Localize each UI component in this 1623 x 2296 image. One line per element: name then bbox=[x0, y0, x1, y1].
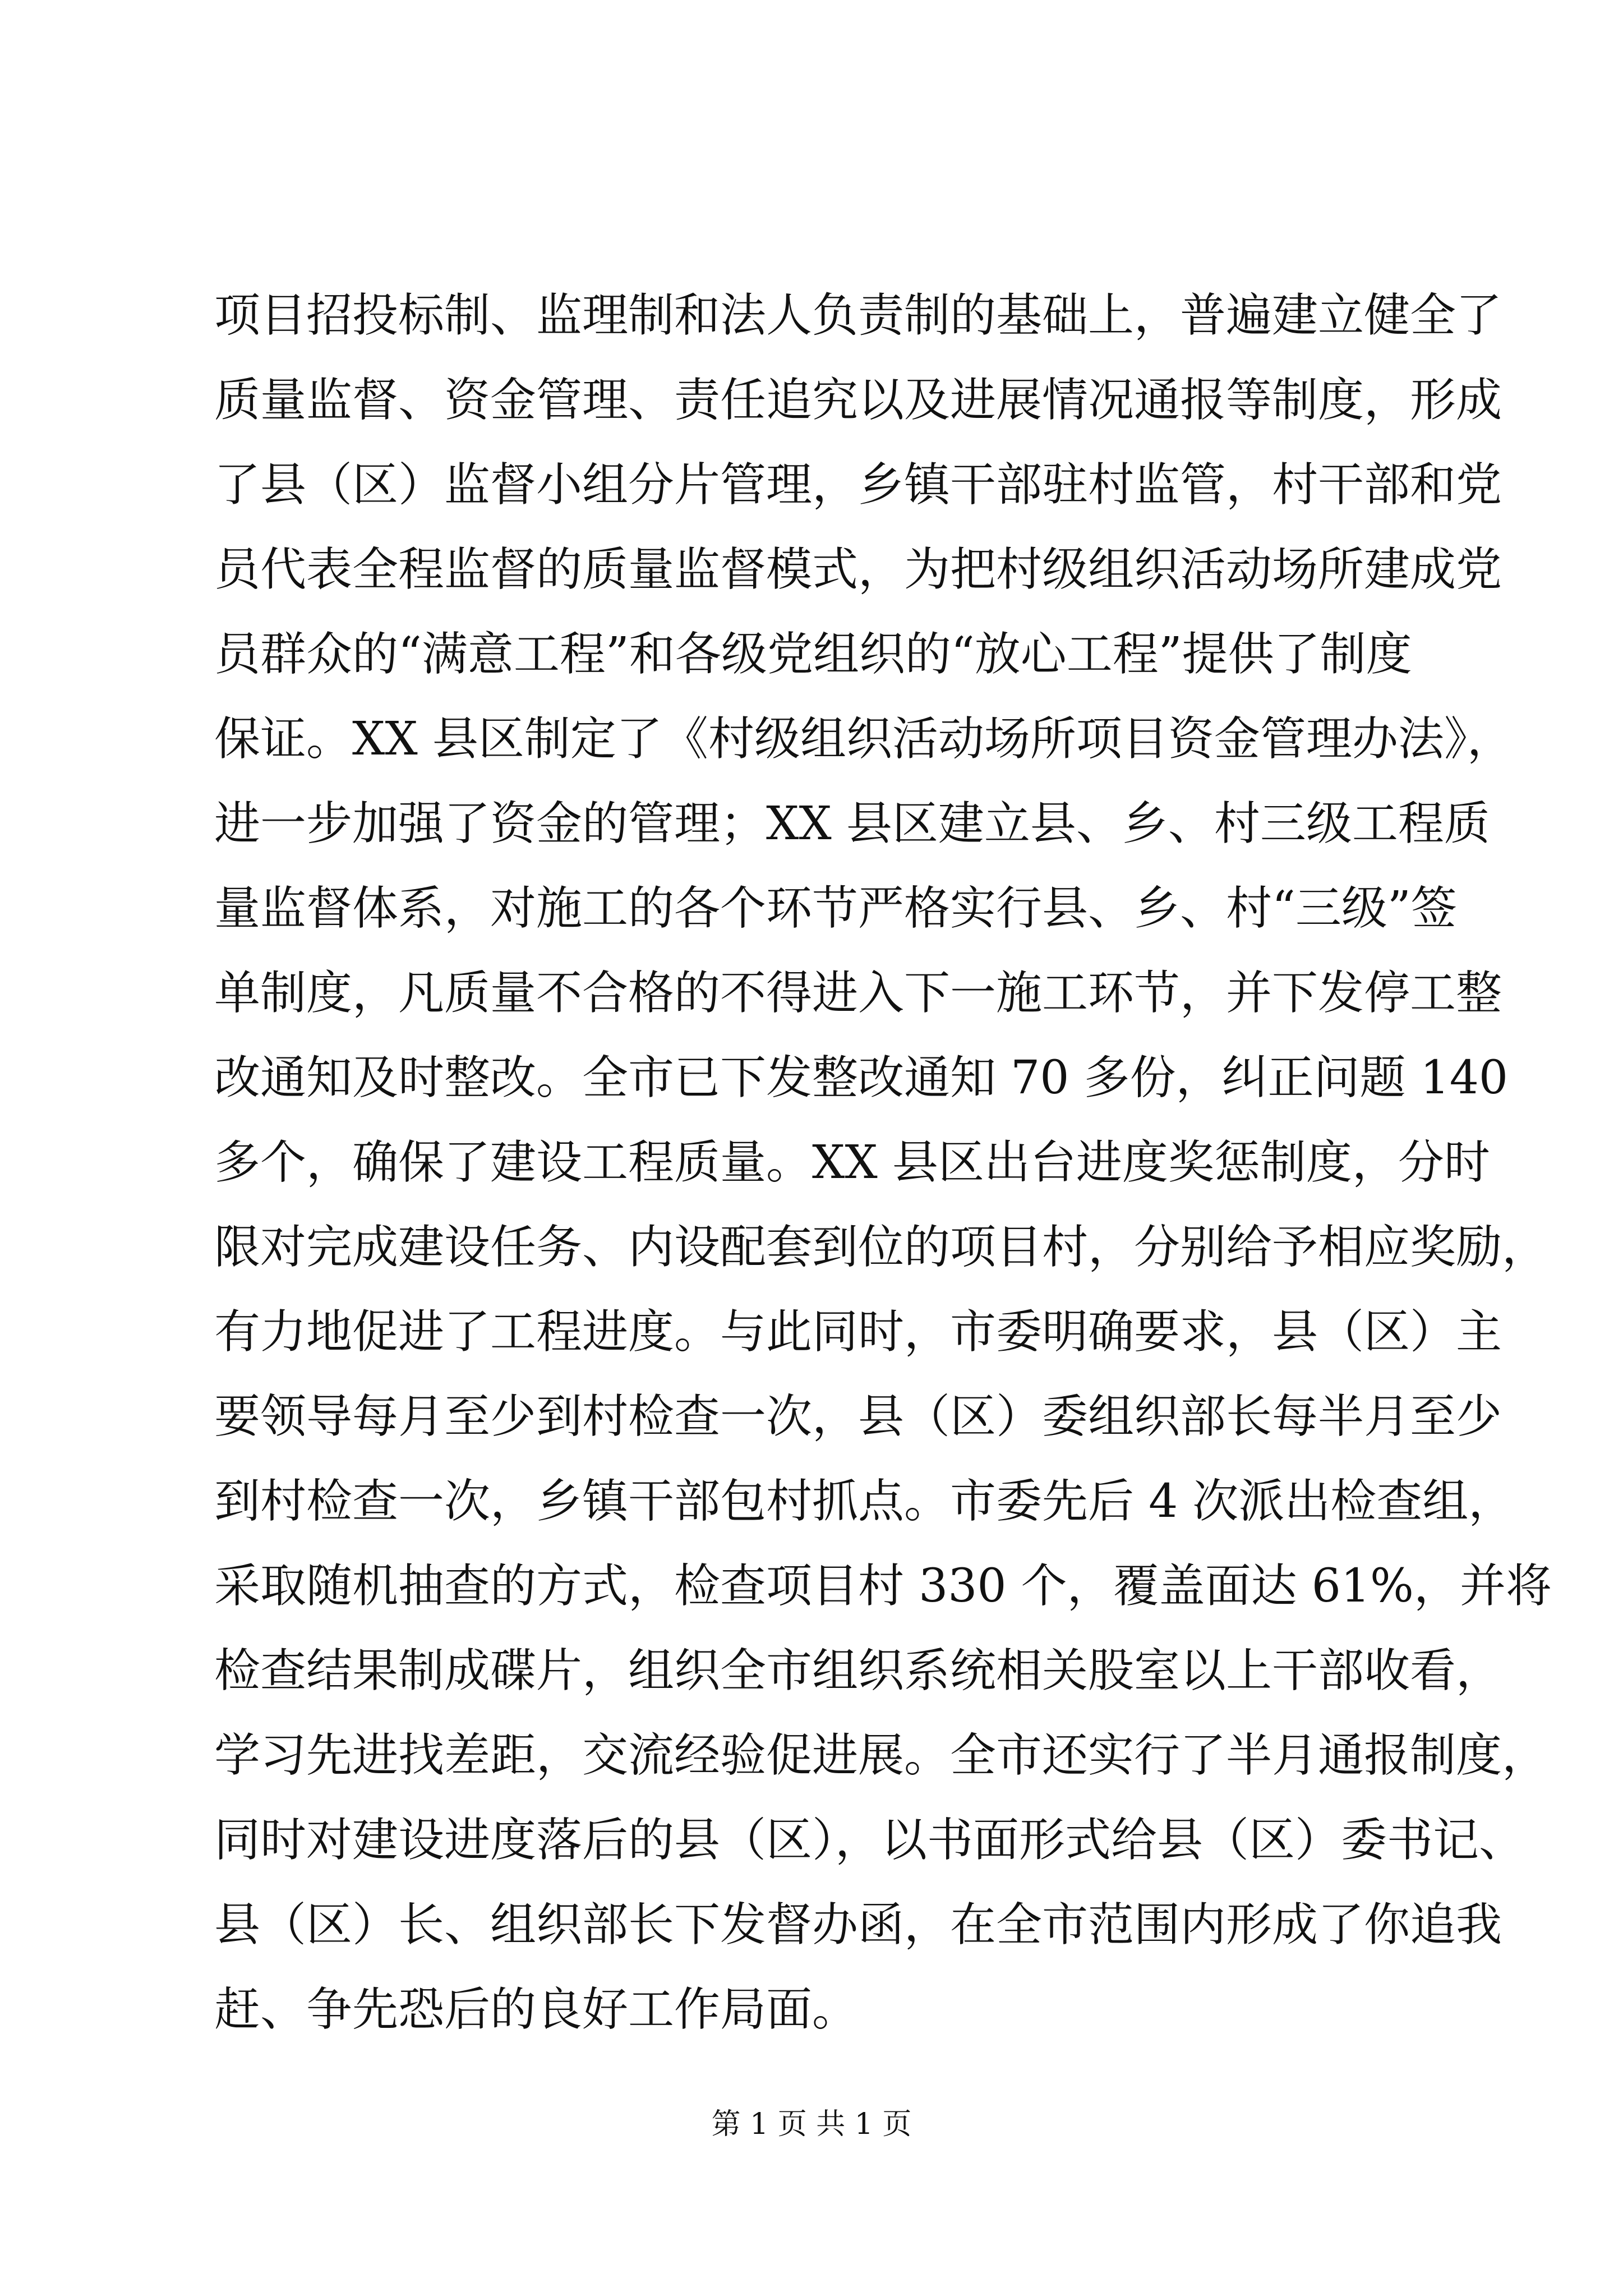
text-line-1: 项目招投标制、监理制和法人负责制的基础上，普遍建立健全了 bbox=[214, 289, 1502, 342]
text-line-8: 量监督体系，对施工的各个环节严格实行县、乡、村“三级”签 bbox=[214, 882, 1457, 935]
text-line-7: 进一步加强了资金的管理；XX 县区建立县、乡、村三级工程质 bbox=[214, 797, 1490, 850]
text-line-20: 县（区）长、组织部长下发督办函，在全市范围内形成了你追我 bbox=[214, 1898, 1502, 1952]
text-line-18: 学习先进找差距，交流经验促进展。全市还实行了半月通报制度， bbox=[214, 1729, 1548, 1782]
text-line-6: 保证。XX 县区制定了《村级组织活动场所项目资金管理办法》， bbox=[214, 712, 1513, 766]
text-line-21: 赶、争先恐后的良好工作局面。 bbox=[214, 1983, 859, 2036]
text-line-14: 要领导每月至少到村检查一次，县（区）委组织部长每半月至少 bbox=[214, 1390, 1502, 1443]
text-line-15: 到村检查一次，乡镇干部包村抓点。市委先后 4 次派出检查组， bbox=[214, 1475, 1515, 1528]
page-footer bbox=[0, 2105, 1623, 2144]
page-number-label: 第 1 页 共 1 页 bbox=[711, 2108, 912, 2141]
text-line-4: 员代表全程监督的质量监督模式，为把村级组织活动场所建成党 bbox=[214, 543, 1502, 596]
text-line-3: 了县（区）监督小组分片管理，乡镇干部驻村监管，村干部和党 bbox=[214, 458, 1502, 512]
text-line-19: 同时对建设进度落后的县（区），以书面形式给县（区）委书记、 bbox=[214, 1814, 1525, 1867]
text-line-13: 有力地促进了工程进度。与此同时，市委明确要求，县（区）主 bbox=[214, 1305, 1502, 1359]
text-line-5: 员群众的“满意工程”和各级党组织的“放心工程”提供了制度 bbox=[214, 628, 1412, 681]
text-line-11: 多个，确保了建设工程质量。XX 县区出台进度奖惩制度，分时 bbox=[214, 1136, 1490, 1189]
text-line-10: 改通知及时整改。全市已下发整改通知 70 多份，纠正问题 140 bbox=[214, 1051, 1509, 1105]
text-line-12: 限对完成建设任务、内设配套到位的项目村，分别给予相应奖励， bbox=[214, 1221, 1548, 1274]
body-paragraph bbox=[214, 273, 1552, 2052]
text-line-9: 单制度，凡质量不合格的不得进入下一施工环节，并下发停工整 bbox=[214, 967, 1502, 1020]
text-line-2: 质量监督、资金管理、责任追究以及进展情况通报等制度，形成 bbox=[214, 374, 1502, 427]
text-line-17: 检查结果制成碟片，组织全市组织系统相关股室以上干部收看， bbox=[214, 1644, 1502, 1697]
text-line-16: 采取随机抽查的方式，检查项目村 330 个，覆盖面达 61%，并将 bbox=[214, 1559, 1552, 1613]
